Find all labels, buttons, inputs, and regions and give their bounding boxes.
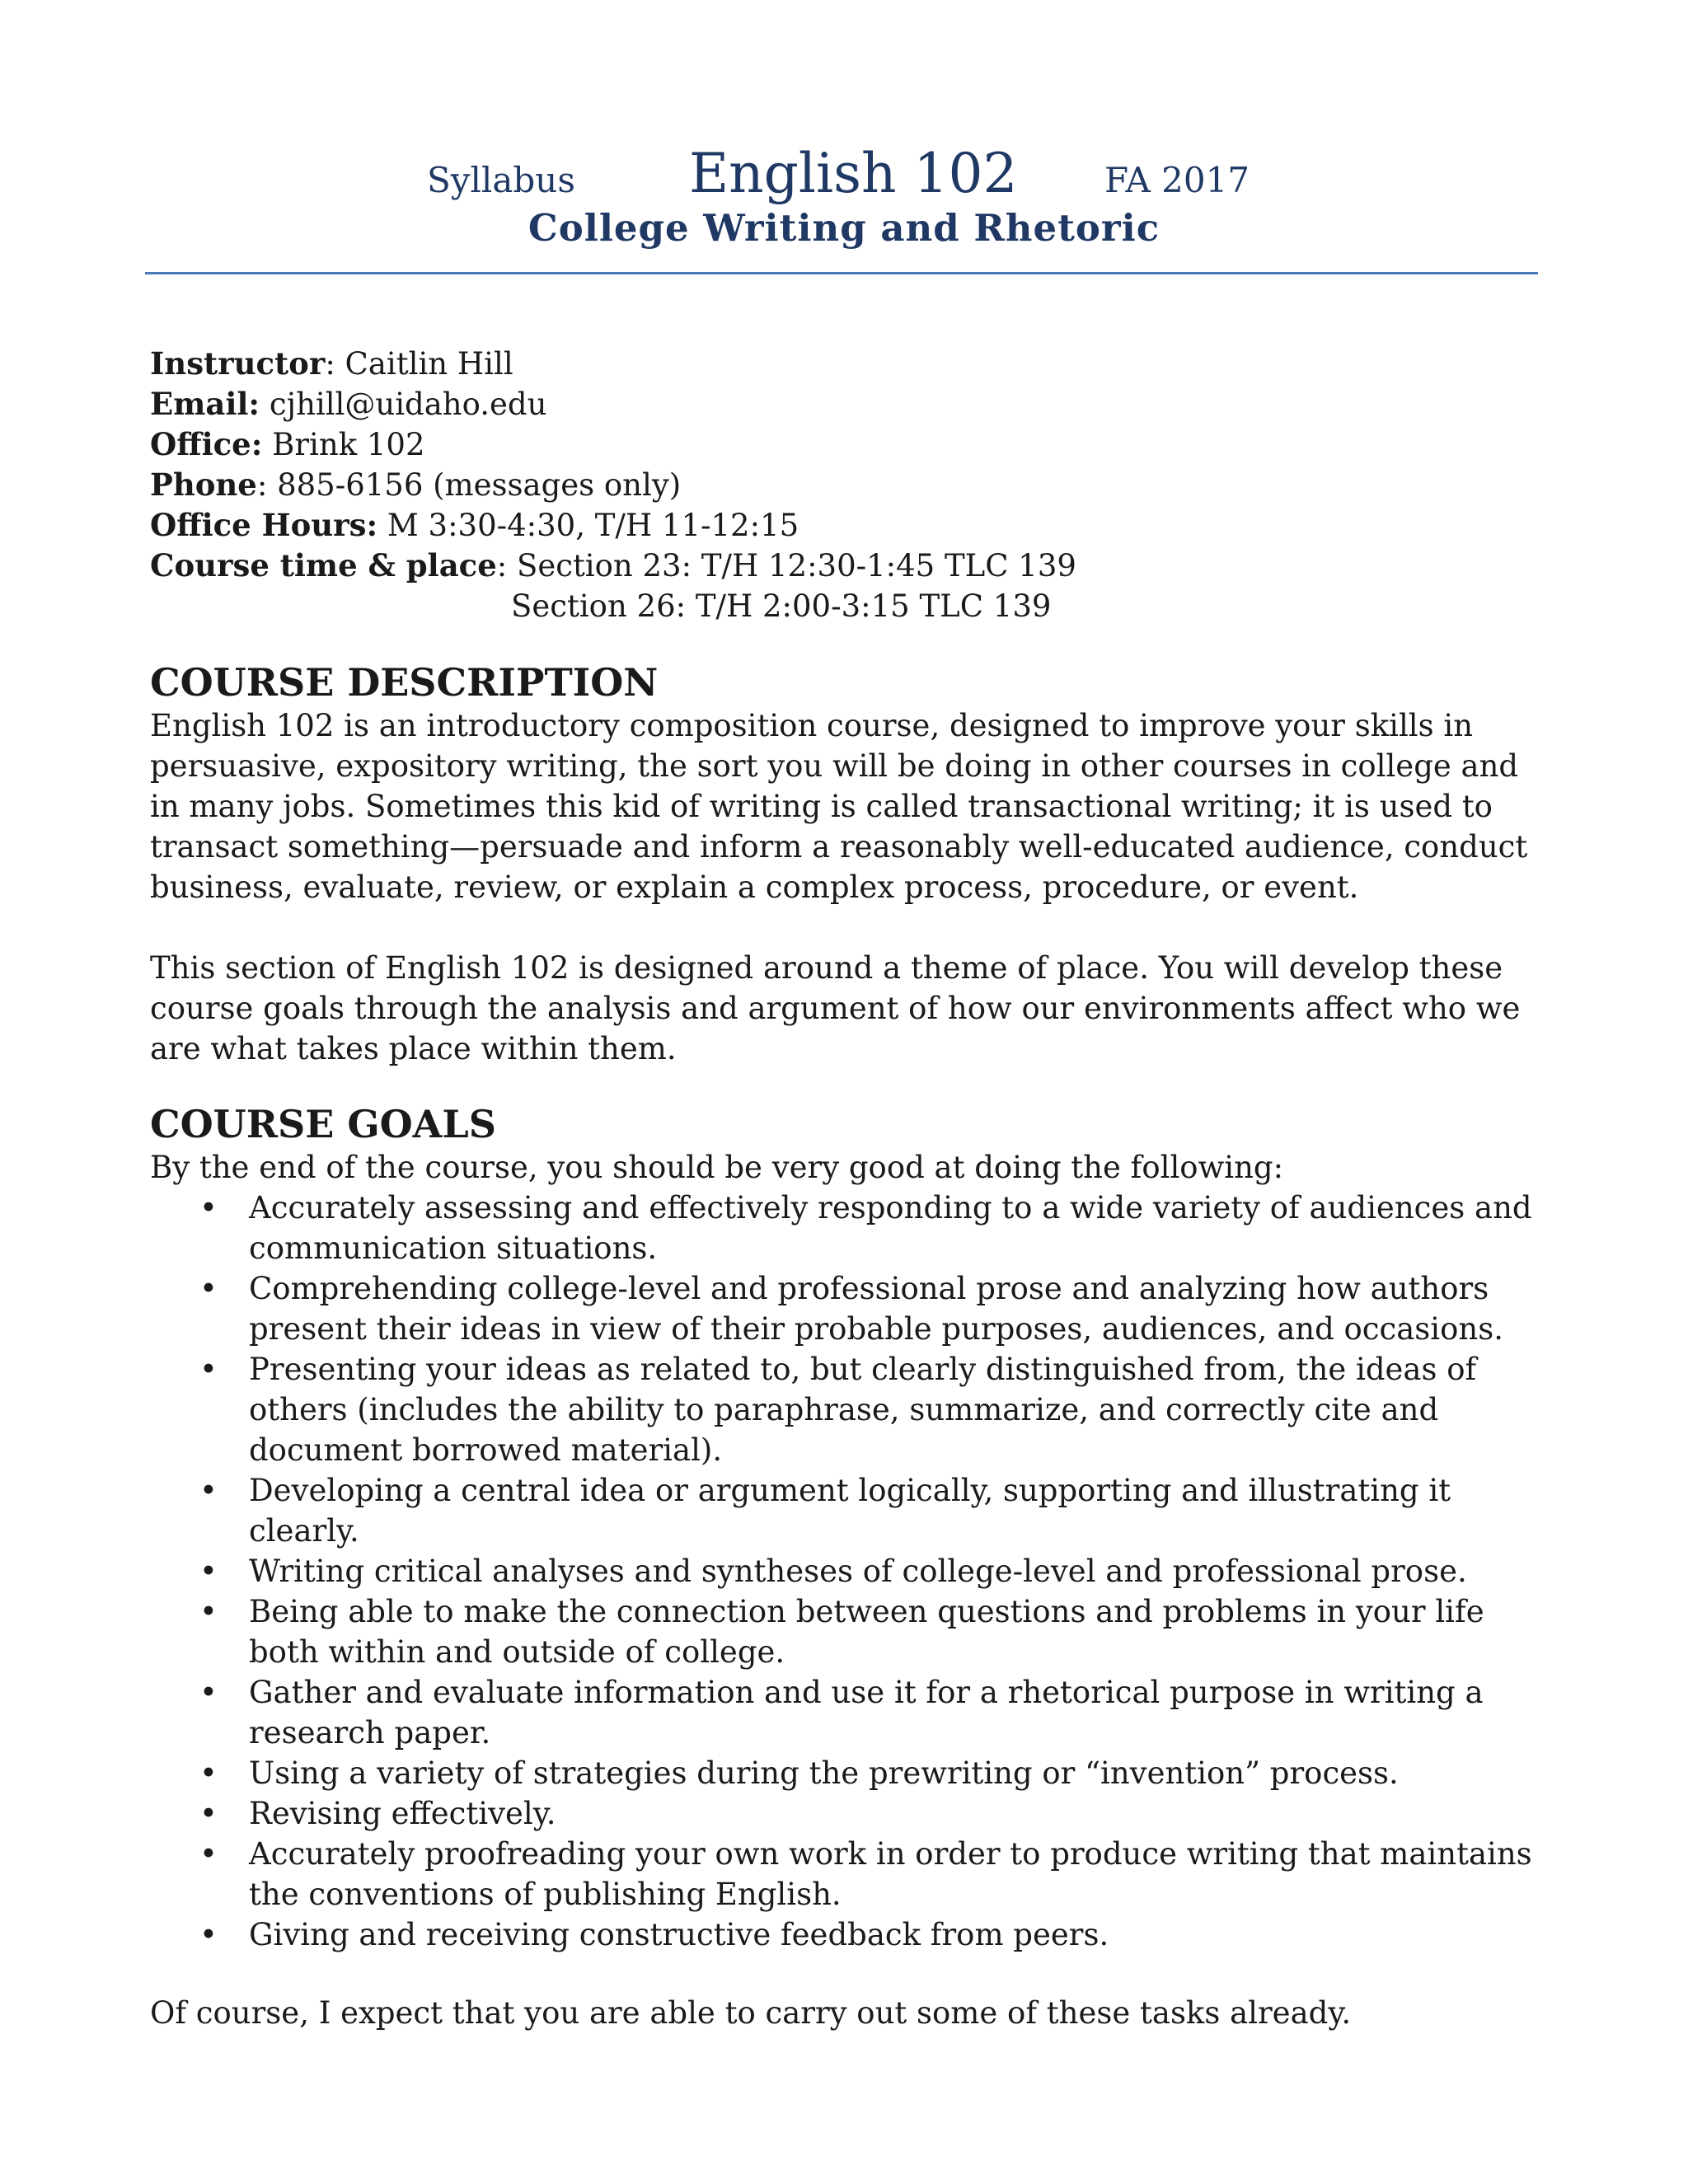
course-goals-section bbox=[150, 1101, 1543, 1955]
instructor-value: : Caitlin Hill bbox=[325, 346, 513, 382]
list-item bbox=[150, 1793, 1543, 1834]
email-line bbox=[150, 384, 1076, 424]
description-paragraph: This section of English 102 is designed around a theme of place. You will develop these course goals through the analysis and argument of how our environments affect who we are what takes place within them. bbox=[150, 950, 1521, 1066]
bullet-icon: • bbox=[199, 1190, 218, 1226]
bullet-icon: • bbox=[199, 1796, 218, 1831]
list-item bbox=[150, 1268, 1543, 1349]
goal-text: Gather and evaluate information and use it for a rhetorical purpose in writing a research paper. bbox=[249, 1675, 1484, 1750]
goal-text: Developing a central idea or argument logically, supporting and illustrating it clearly. bbox=[249, 1473, 1451, 1549]
phone-line bbox=[150, 465, 1076, 505]
closing-sentence: Of course, I expect that you are able to carry out some of these tasks already. bbox=[150, 1995, 1352, 2031]
bullet-icon: • bbox=[199, 1352, 218, 1387]
list-item bbox=[150, 1753, 1543, 1793]
instructor-label: Instructor bbox=[150, 345, 326, 382]
office-label: Office: bbox=[150, 426, 263, 462]
bullet-icon: • bbox=[199, 1473, 218, 1508]
office-hours-line bbox=[150, 505, 1076, 546]
office-line bbox=[150, 424, 1076, 465]
course-time-line bbox=[150, 546, 1076, 586]
list-item bbox=[150, 1915, 1543, 1955]
bullet-icon: • bbox=[199, 1554, 218, 1589]
list-item bbox=[150, 1834, 1543, 1915]
bullet-icon: • bbox=[199, 1271, 218, 1306]
goal-text: Accurately proofreading your own work in order to produce writing that maintains the conventions of publishing English. bbox=[249, 1836, 1532, 1912]
course-goals-heading: COURSE GOALS bbox=[150, 1102, 496, 1146]
email-value: cjhill@uidaho.edu bbox=[260, 387, 547, 422]
title-row bbox=[0, 142, 1688, 216]
goal-text: Comprehending college-level and professional prose and analyzing how authors present their ideas in view of their probable purposes, audiences, and occasions. bbox=[249, 1271, 1503, 1347]
goal-text: Accurately assessing and effectively responding to a wide variety of audiences and communication situations. bbox=[249, 1190, 1532, 1266]
bullet-icon: • bbox=[199, 1594, 218, 1629]
list-item bbox=[150, 1188, 1543, 1268]
goal-text: Using a variety of strategies during the prewriting or “invention” process. bbox=[249, 1755, 1399, 1791]
list-item bbox=[150, 1349, 1543, 1470]
course-title: English 102 bbox=[689, 142, 1018, 205]
office-hours-label: Office Hours: bbox=[150, 507, 378, 543]
term-label: FA 2017 bbox=[1104, 160, 1250, 200]
goal-text: Giving and receiving constructive feedback from peers. bbox=[249, 1917, 1109, 1952]
email-label: Email: bbox=[150, 386, 260, 422]
list-item bbox=[150, 1551, 1543, 1591]
header-divider bbox=[145, 272, 1538, 274]
office-value: Brink 102 bbox=[262, 427, 425, 462]
goals-list bbox=[150, 1188, 1543, 1955]
list-item bbox=[150, 1591, 1543, 1672]
goal-text: Presenting your ideas as related to, but clearly distinguished from, the ideas of others (includes the ability to paraphrase, summarize, and correctly cite and document borrowed material). bbox=[249, 1352, 1477, 1468]
phone-value: : 885-6156 (messages only) bbox=[256, 467, 682, 503]
bullet-icon: • bbox=[199, 1755, 218, 1791]
instructor-line bbox=[150, 344, 1076, 384]
goal-text: Being able to make the connection between questions and problems in your life both within and outside of college. bbox=[249, 1594, 1484, 1670]
list-item bbox=[150, 1470, 1543, 1551]
instructor-info bbox=[150, 344, 1076, 626]
bullet-icon: • bbox=[199, 1836, 218, 1872]
course-time-label: Course time & place bbox=[150, 547, 497, 583]
course-time-value: : Section 23: T/H 12:30-1:45 TLC 139 bbox=[496, 548, 1076, 583]
goal-text: Writing critical analyses and syntheses of college-level and professional prose. bbox=[249, 1554, 1467, 1589]
bullet-icon: • bbox=[199, 1675, 218, 1710]
goal-text: Revising effectively. bbox=[249, 1796, 556, 1831]
description-paragraph: English 102 is an introductory composition course, designed to improve your skills in persuasive, expository writing, the sort you will be doing in other courses in college and in many jobs. Sometimes this kid of writing is called transactional writing; it is used to transact something—persuade and inform a reasonably well-educated audience, conduct business, evaluate, review, or explain a complex process, procedure, or event. bbox=[150, 708, 1528, 905]
course-description-heading: COURSE DESCRIPTION bbox=[150, 660, 659, 705]
course-time-value-2: Section 26: T/H 2:00-3:15 TLC 139 bbox=[511, 588, 1052, 624]
course-description-section bbox=[150, 659, 1543, 1069]
course-time-line-2 bbox=[150, 586, 1076, 626]
course-subtitle: College Writing and Rhetoric bbox=[528, 206, 1160, 250]
list-item bbox=[150, 1672, 1543, 1753]
office-hours-value: M 3:30-4:30, T/H 11-12:15 bbox=[377, 508, 799, 543]
syllabus-label: Syllabus bbox=[427, 160, 575, 200]
phone-label: Phone bbox=[150, 466, 257, 503]
goals-intro: By the end of the course, you should be very good at doing the following: bbox=[150, 1150, 1284, 1185]
bullet-icon: • bbox=[199, 1917, 218, 1952]
